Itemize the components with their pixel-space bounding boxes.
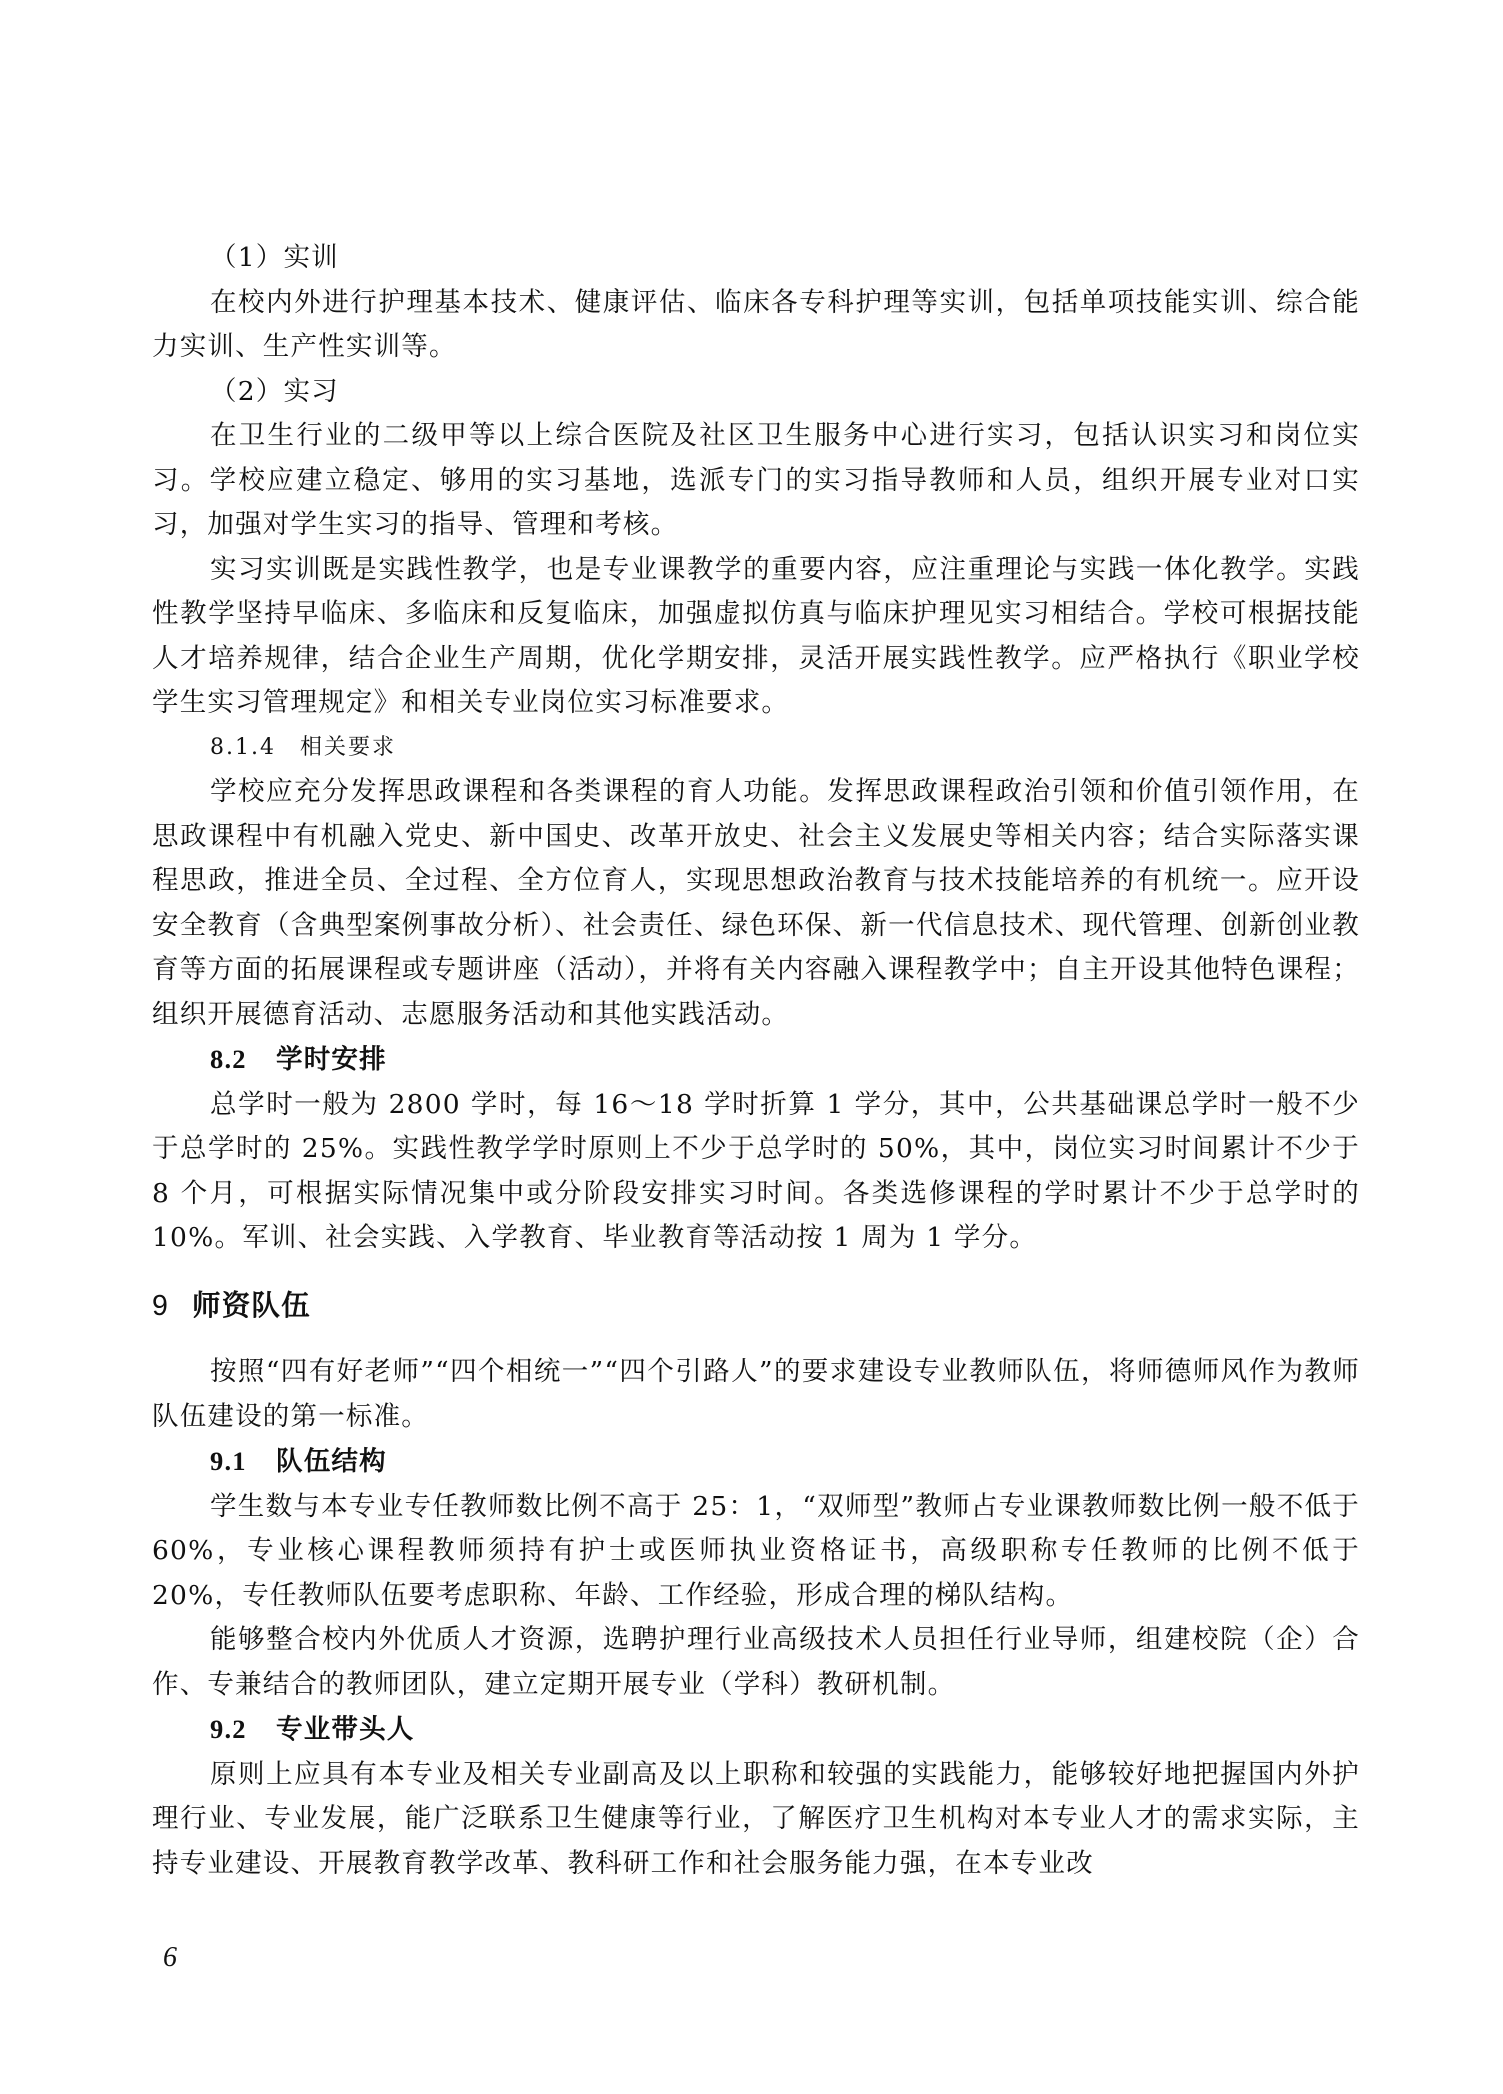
section-number: 9.1 [210, 1446, 247, 1476]
paragraph: 在卫生行业的二级甲等以上综合医院及社区卫生服务中心进行实习，包括认识实习和岗位实习。学校应建立稳定、够用的实习基地，选派专门的实习指导教师和人员，组织开展专业对口实习，加强对学生实习的指导、管理和考核。 [152, 420, 1360, 540]
section-heading-9-1 [152, 1439, 1360, 1485]
chapter-title: 师资队伍 [192, 1287, 311, 1322]
paragraph: 学校应充分发挥思政课程和各类课程的育人功能。发挥思政课程政治引领和价值引领作用，在思政课程中有机融入党史、新中国史、改革开放史、社会主义发展史等相关内容；结合实际落实课程思政，推进全员、全过程、全方位育人，实现思想政治教育与技术技能培养的有机统一。应开设安全教育（含典型案例事故分析）、社会责任、绿色环保、新一代信息技术、现代管理、创新创业教育等方面的拓展课程或专题讲座（活动），并将有关内容融入课程教学中；自主开设其他特色课程；组织开展德育活动、志愿服务活动和其他实践活动。 [152, 776, 1360, 1030]
chapter-heading-9 [152, 1283, 1360, 1329]
subsection-heading-training: （1）实训 [210, 242, 339, 273]
page-number: 6 [163, 1942, 177, 1973]
section-number: 9.2 [210, 1714, 247, 1744]
paragraph: 学生数与本专业专任教师数比例不高于 25：1，“双师型”教师占专业课教师数比例一般不低于 60%，专业核心课程教师须持有护士或医师执业资格证书，高级职称专任教师的比例不低于 20%，专任教师队伍要考虑职称、年龄、工作经验，形成合理的梯队结构。 [152, 1490, 1360, 1611]
section-title: 队伍结构 [276, 1446, 387, 1477]
section-heading-9-2 [152, 1707, 1360, 1753]
section-title: 学时安排 [276, 1044, 387, 1075]
paragraph: 实习实训既是实践性教学，也是专业课教学的重要内容，应注重理论与实践一体化教学。实践性教学坚持早临床、多临床和反复临床，加强虚拟仿真与临床护理见实习相结合。学校可根据技能人才培养规律，结合企业生产周期，优化学期安排，灵活开展实践性教学。应严格执行《职业学校学生实习管理规定》和相关专业岗位实习标准要求。 [152, 553, 1360, 718]
subsection-heading-8-1-4: 8.1.4 相关要求 [210, 734, 396, 760]
chapter-number: 9 [152, 1289, 170, 1322]
paragraph: 能够整合校内外优质人才资源，选聘护理行业高级技术人员担任行业导师，组建校院（企）合作、专兼结合的教师团队，建立定期开展专业（学科）教研机制。 [152, 1624, 1360, 1700]
section-number: 8.2 [210, 1044, 247, 1074]
subsection-heading-internship: （2）实习 [210, 375, 339, 407]
paragraph: 在校内外进行护理基本技术、健康评估、临床各专科护理等实训，包括单项技能实训、综合能力实训、生产性实训等。 [152, 286, 1360, 362]
page-content [152, 236, 1360, 1886]
section-title: 专业带头人 [276, 1714, 415, 1745]
paragraph: 按照“四有好老师”“四个相统一”“四个引路人”的要求建设专业教师队伍，将师德师风作为教师队伍建设的第一标准。 [152, 1356, 1360, 1432]
paragraph: 总学时一般为 2800 学时，每 16～18 学时折算 1 学分，其中，公共基础课总学时一般不少于总学时的 25%。实践性教学学时原则上不少于总学时的 50%，其中，岗位实习时间累计不少于 8 个月，可根据实际情况集中或分阶段安排实习时间。各类选修课程的学时累计不少于总学时的 10%。军训、社会实践、入学教育、毕业教育等活动按 1 周为 1 学分。 [152, 1088, 1360, 1253]
section-heading-8-2 [152, 1037, 1360, 1083]
paragraph: 原则上应具有本专业及相关专业副高及以上职称和较强的实践能力，能够较好地把握国内外护理行业、专业发展，能广泛联系卫生健康等行业，了解医疗卫生机构对本专业人才的需求实际，主持专业建设、开展教育教学改革、教科研工作和社会服务能力强，在本专业改 [152, 1758, 1360, 1879]
